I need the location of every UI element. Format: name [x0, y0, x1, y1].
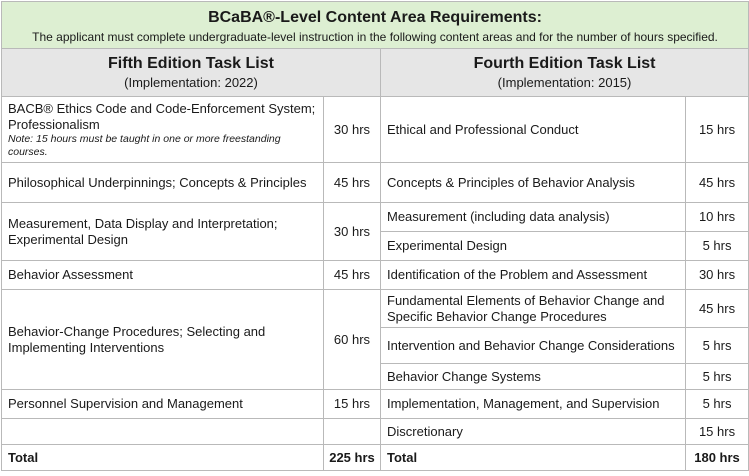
- fifth-edition-implementation: (Implementation: 2022): [124, 75, 258, 90]
- fifth-row-label: Behavior-Change Procedures; Selecting and Implementing Interventions: [2, 290, 324, 390]
- fourth-row-hours: 15 hrs: [686, 419, 749, 445]
- fifth-edition-header: [2, 49, 381, 97]
- fifth-row-note: Note: 15 hours must be taught in one or more freestanding courses.: [8, 132, 281, 158]
- fourth-row-hours: 30 hrs: [686, 261, 749, 290]
- requirements-banner: [2, 2, 749, 49]
- fifth-row-hours: 30 hrs: [324, 97, 381, 163]
- fifth-empty-hours-cell: [324, 419, 381, 445]
- fourth-edition-header: [381, 49, 749, 97]
- fourth-total-hours: 180 hrs: [686, 445, 749, 471]
- fifth-row-hours: 30 hrs: [324, 203, 381, 261]
- fourth-row-label: Discretionary: [381, 419, 686, 445]
- fourth-edition-heading: Fourth Edition Task List: [473, 55, 656, 72]
- fourth-row-label: Experimental Design: [381, 232, 686, 261]
- fifth-total-hours: 225 hrs: [324, 445, 381, 471]
- fourth-row-label: Intervention and Behavior Change Considerations: [381, 328, 686, 364]
- fifth-row-label: Behavior Assessment: [2, 261, 324, 290]
- fifth-total-label: Total: [2, 445, 324, 471]
- fifth-row-hours: 15 hrs: [324, 390, 381, 419]
- fourth-row-hours: 10 hrs: [686, 203, 749, 232]
- fifth-row-label: Philosophical Underpinnings; Concepts & Principles: [2, 163, 324, 203]
- banner-subtitle: The applicant must complete undergraduate-level instruction in the following content areas and for the number of hours specified.: [32, 29, 718, 44]
- fourth-row-label: Ethical and Professional Conduct: [381, 97, 686, 163]
- fourth-row-hours: 5 hrs: [686, 390, 749, 419]
- fourth-total-label: Total: [381, 445, 686, 471]
- content-area-requirements-table: [1, 1, 749, 471]
- fifth-row-hours: 45 hrs: [324, 163, 381, 203]
- fourth-row-label: Implementation, Management, and Supervision: [381, 390, 686, 419]
- fourth-row-hours: 5 hrs: [686, 328, 749, 364]
- fourth-row-hours: 45 hrs: [686, 290, 749, 328]
- fifth-row-label: Personnel Supervision and Management: [2, 390, 324, 419]
- fourth-row-hours: 45 hrs: [686, 163, 749, 203]
- fifth-row-hours: 60 hrs: [324, 290, 381, 390]
- banner-title: BCaBA®-Level Content Area Requirements:: [208, 8, 542, 26]
- fifth-empty-cell: [2, 419, 324, 445]
- fourth-row-hours: 15 hrs: [686, 97, 749, 163]
- fourth-row-label: Concepts & Principles of Behavior Analysis: [381, 163, 686, 203]
- fifth-row-label: BACB® Ethics Code and Code-Enforcement System; Professionalism: [8, 100, 316, 132]
- fifth-row-label: Measurement, Data Display and Interpretation; Experimental Design: [2, 203, 324, 261]
- fourth-row-label: Measurement (including data analysis): [381, 203, 686, 232]
- fourth-row-hours: 5 hrs: [686, 364, 749, 390]
- fourth-row-hours: 5 hrs: [686, 232, 749, 261]
- fourth-row-label: Fundamental Elements of Behavior Change and Specific Behavior Change Procedures: [381, 290, 686, 328]
- fourth-edition-implementation: (Implementation: 2015): [497, 75, 632, 90]
- fourth-row-label: Behavior Change Systems: [381, 364, 686, 390]
- fifth-ethics-cell: [2, 97, 324, 163]
- fifth-edition-heading: Fifth Edition Task List: [108, 55, 274, 72]
- fifth-row-hours: 45 hrs: [324, 261, 381, 290]
- fourth-row-label: Identification of the Problem and Assessment: [381, 261, 686, 290]
